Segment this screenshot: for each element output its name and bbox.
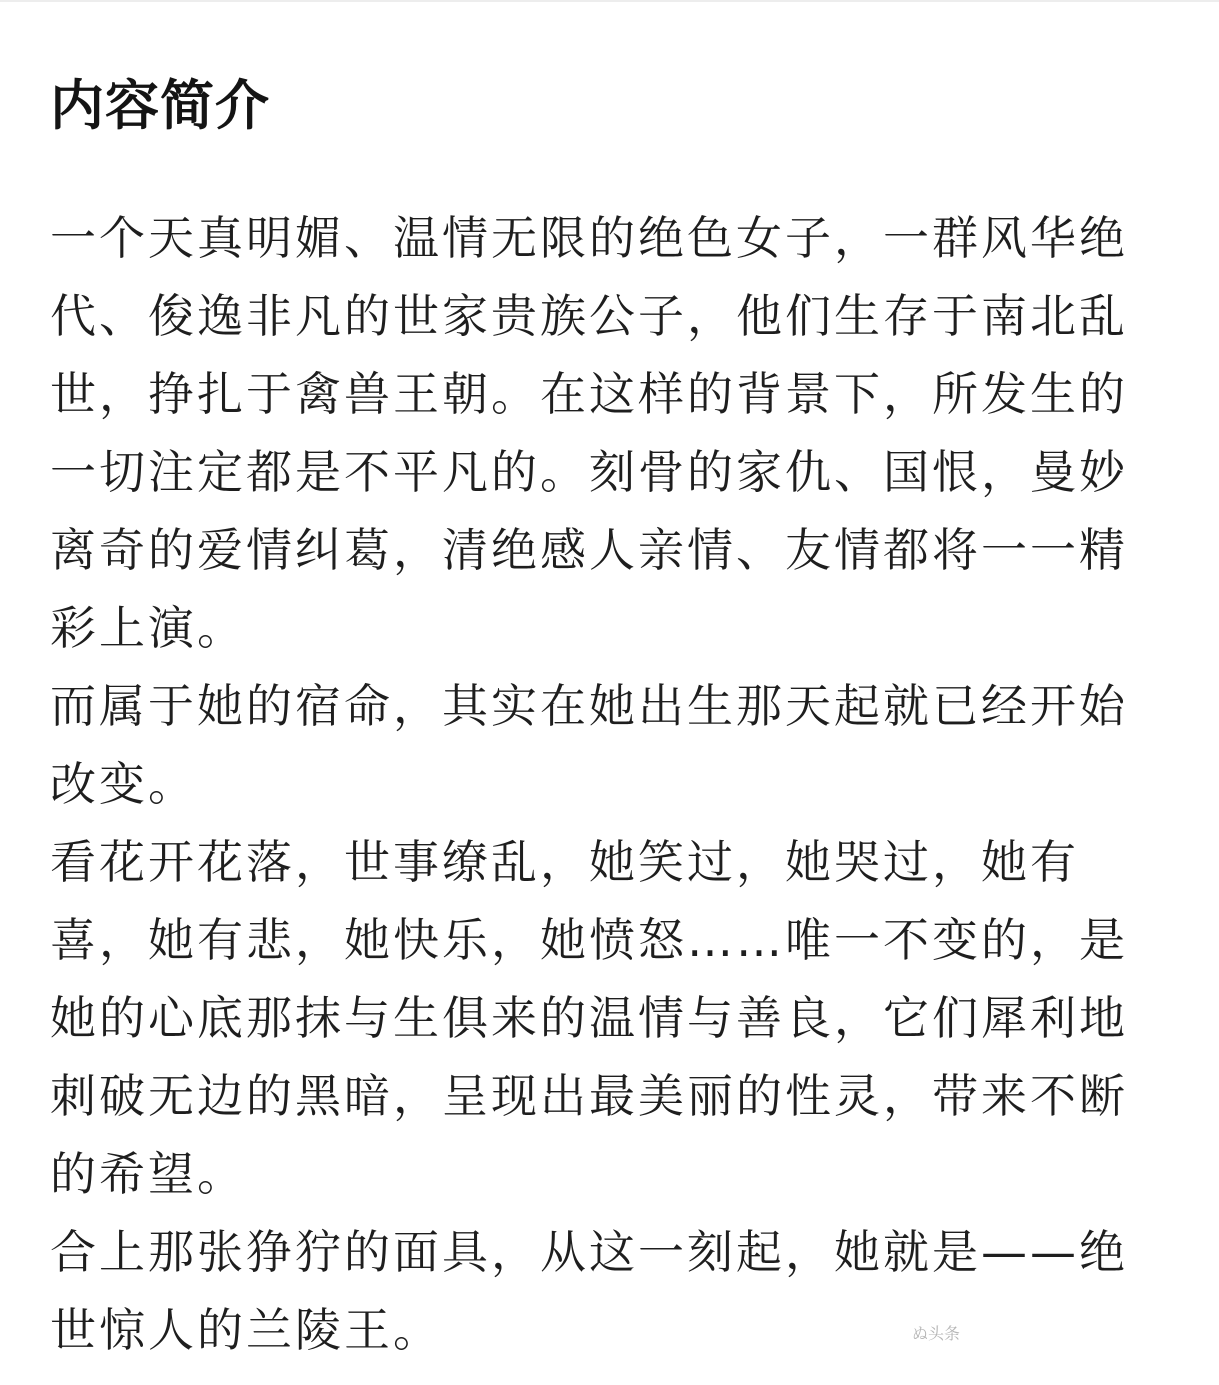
text-line: 喜，她有悲，她快乐，她愤怒……唯一不变的，是 [50, 913, 1128, 967]
text-line: 彩上演。 [50, 601, 246, 655]
text-line: 世，挣扎于禽兽王朝。在这样的背景下，所发生的 [50, 367, 1128, 421]
text-line: 刺破无边的黑暗，呈现出最美丽的性灵，带来不断 [50, 1069, 1128, 1123]
watermark: ぬ头条 [912, 1324, 961, 1343]
text-line: 看花开花落，世事缭乱，她笑过，她哭过，她有 [50, 835, 1079, 889]
text-line: 改变。 [50, 757, 197, 811]
text-line: 一切注定都是不平凡的。刻骨的家仇、国恨，曼妙 [50, 445, 1128, 499]
text-line: 一个天真明媚、温情无限的绝色女子，一群风华绝 [50, 211, 1128, 265]
section-title: 内容简介 [50, 74, 270, 137]
text-line: 代、俊逸非凡的世家贵族公子，他们生存于南北乱 [50, 289, 1128, 343]
synopsis-body [50, 199, 1140, 1369]
text-line: 合上那张狰狞的面具，从这一刻起，她就是——绝 [50, 1225, 1128, 1279]
text-line: 而属于她的宿命，其实在她出生那天起就已经开始 [50, 679, 1128, 733]
text-line: 她的心底那抹与生俱来的温情与善良，它们犀利地 [50, 991, 1128, 1045]
text-line: 世惊人的兰陵王。 [50, 1303, 442, 1357]
text-line: 离奇的爱情纠葛，清绝感人亲情、友情都将一一精 [50, 523, 1128, 577]
top-divider [0, 0, 1219, 2]
text-line: 的希望。 [50, 1147, 246, 1201]
